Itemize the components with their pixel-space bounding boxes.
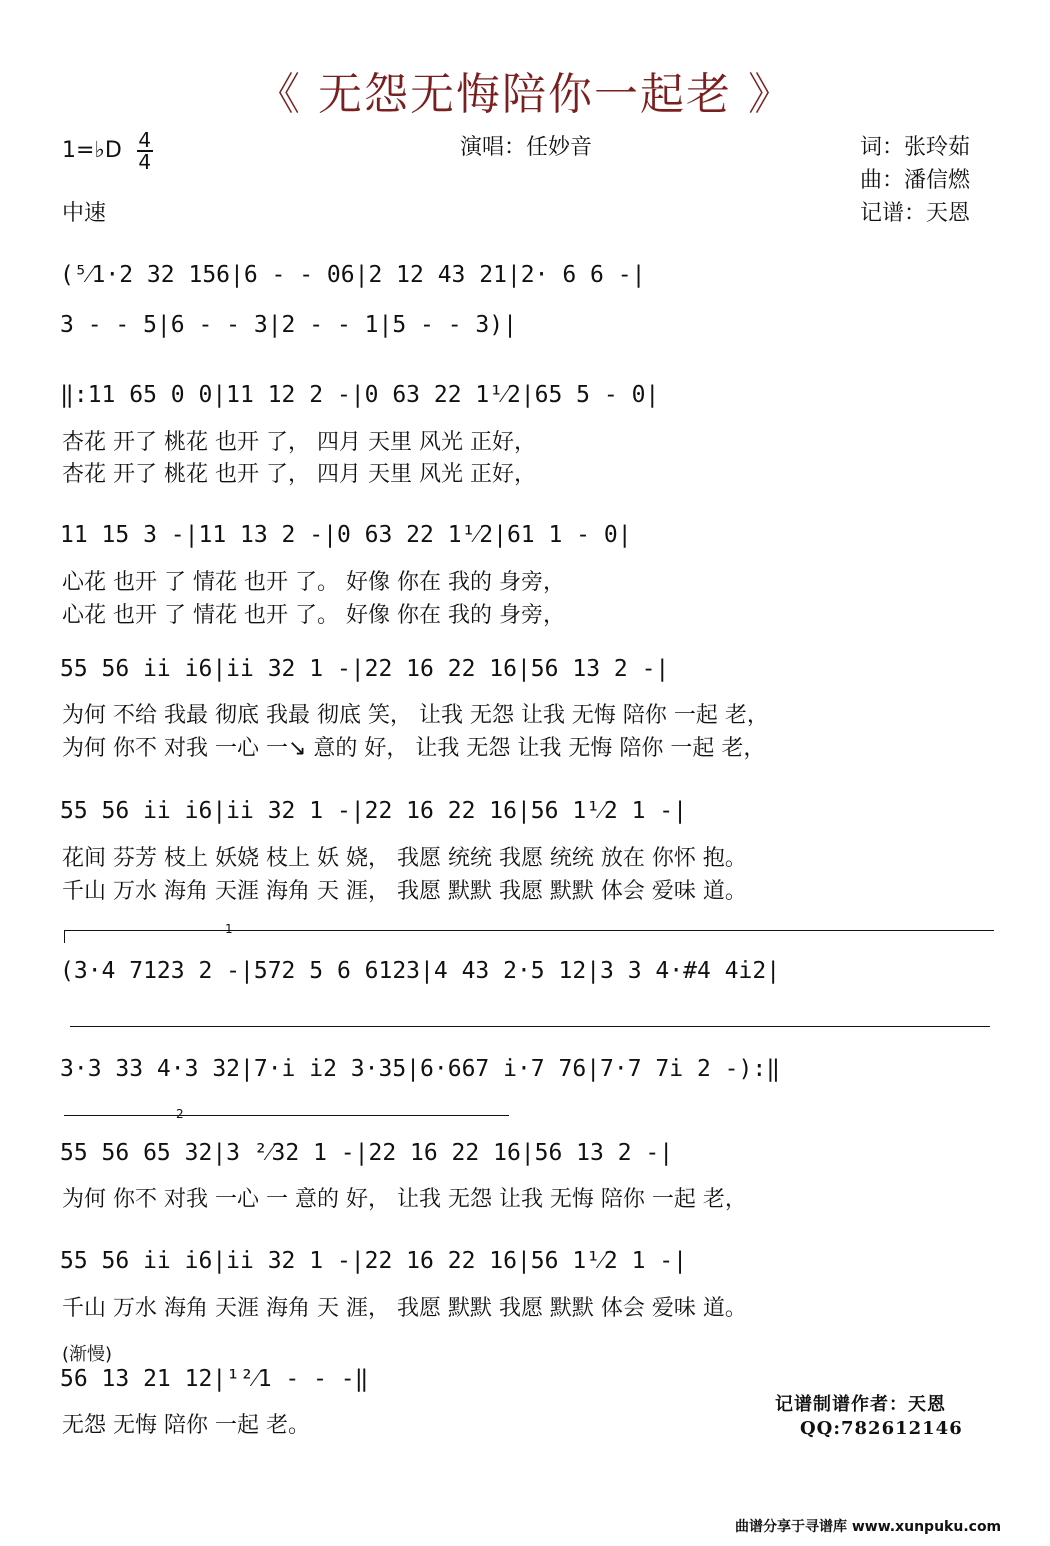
- credit-author: 记谱制谱作者：天恩: [775, 1394, 946, 1415]
- credit-qq: QQ:782612146: [800, 1418, 963, 1439]
- lyric-line: 心花 也开 了 情花 也开 了。 好像 你在 我的 身旁，: [62, 570, 565, 595]
- notation-line: 55 56 i̇i̇ i̇6|i̇i̇ 32 1 -|22 16 22 16|56 1¹⁄2 1 -|: [60, 1248, 687, 1274]
- time-beats: 4: [138, 128, 152, 152]
- notation-line: (⁵⁄1·2 32 156|6 - - 06|2 12 43 21|2· 6 6 -|: [60, 262, 646, 288]
- lyric-line: 千山 万水 海角 天涯 海角 天 涯， 我愿 默默 我愿 默默 体会 爱味 道。: [62, 1296, 747, 1321]
- notation-line: 55 56 i̇i̇ i̇6|i̇i̇ 32 1 -|22 16 22 16|56 1¹⁄2 1 -|: [60, 798, 687, 824]
- tempo-marking: (渐慢): [62, 1344, 113, 1365]
- notation-line: 3 - - 5|6 - - 3|2 - - 1|5 - - 3)|: [60, 312, 517, 338]
- key-label: 1=: [62, 138, 95, 163]
- page-title: 《 无怨无悔陪你一起老 》: [256, 69, 794, 120]
- notation-line: 56 13 21 12|¹²⁄1 - - -‖: [60, 1366, 369, 1392]
- notation-line: 11 15 3 -|11 13 2 -|0 63 22 1¹⁄2|61 1 - 0|: [60, 522, 632, 548]
- source-footer: 曲谱分享于寻谱库 www.xunpuku.com: [735, 1519, 1002, 1535]
- lyric-line: 无怨 无悔 陪你 一起 老。: [62, 1413, 310, 1438]
- volta-1-number: 1: [225, 922, 233, 936]
- volta-1-bracket: [64, 930, 994, 931]
- lyricist: 词：张玲茹: [860, 135, 971, 160]
- lyric-line: 杏花 开了 桃花 也开 了， 四月 天里 风光 正好，: [62, 462, 536, 487]
- notation-line: 55 56 i̇i̇ i̇6|i̇i̇ 32 1 -|22 16 22 16|56 13 2 -|: [60, 656, 670, 682]
- composer: 曲：潘信燃: [860, 168, 971, 193]
- key-signature: [62, 130, 153, 172]
- lyric-line: 心花 也开 了 情花 也开 了。 好像 你在 我的 身旁，: [62, 603, 565, 628]
- lyric-line: 花间 芬芳 枝上 妖娆 枝上 妖 娆， 我愿 统统 我愿 统统 放在 你怀 抱。: [62, 846, 747, 871]
- singer: 演唱：任妙音: [460, 135, 593, 160]
- lyric-line: 千山 万水 海角 天涯 海角 天 涯， 我愿 默默 我愿 默默 体会 爱味 道。: [62, 879, 747, 904]
- time-signature: [137, 130, 153, 172]
- transcriber: 记谱：天恩: [860, 201, 971, 226]
- notation-line: 3·3 33 4·3 32|7·i̇ i̇2 3·35|6·667 i̇·7 76|7·7 7i̇ 2 -):‖: [60, 1056, 781, 1082]
- time-beat-unit: 4: [138, 150, 152, 174]
- notation-line: 55 56 65 32|3 ²⁄32 1 -|22 16 22 16|56 13 2 -|: [60, 1140, 674, 1166]
- volta-2-number: 2: [176, 1107, 184, 1121]
- lyric-line: 为何 不给 我最 彻底 我最 彻底 笑， 让我 无怨 让我 无悔 陪你 一起 老，: [62, 703, 769, 728]
- lyric-line: 杏花 开了 桃花 也开 了， 四月 天里 风光 正好，: [62, 430, 536, 455]
- notation-line: ‖:11 65 0 0|11 12 2 -|0 63 22 1¹⁄2|65 5 - 0|: [60, 382, 660, 408]
- key-flat: ♭D: [94, 138, 122, 163]
- lyric-line: 为何 你不 对我 一心 一↘ 意的 好， 让我 无怨 让我 无悔 陪你 一起 老，: [62, 736, 766, 761]
- tempo: 中速: [62, 201, 107, 226]
- volta-2-bracket: [64, 1115, 509, 1116]
- lyric-line: 为何 你不 对我 一心 一 意的 好， 让我 无怨 让我 无悔 陪你 一起 老，: [62, 1187, 747, 1212]
- notation-line: (3·4 7123 2 -|572 5 6 6123|4 43 2·5 12|3 3 4·#4 4i̇2|: [60, 958, 781, 984]
